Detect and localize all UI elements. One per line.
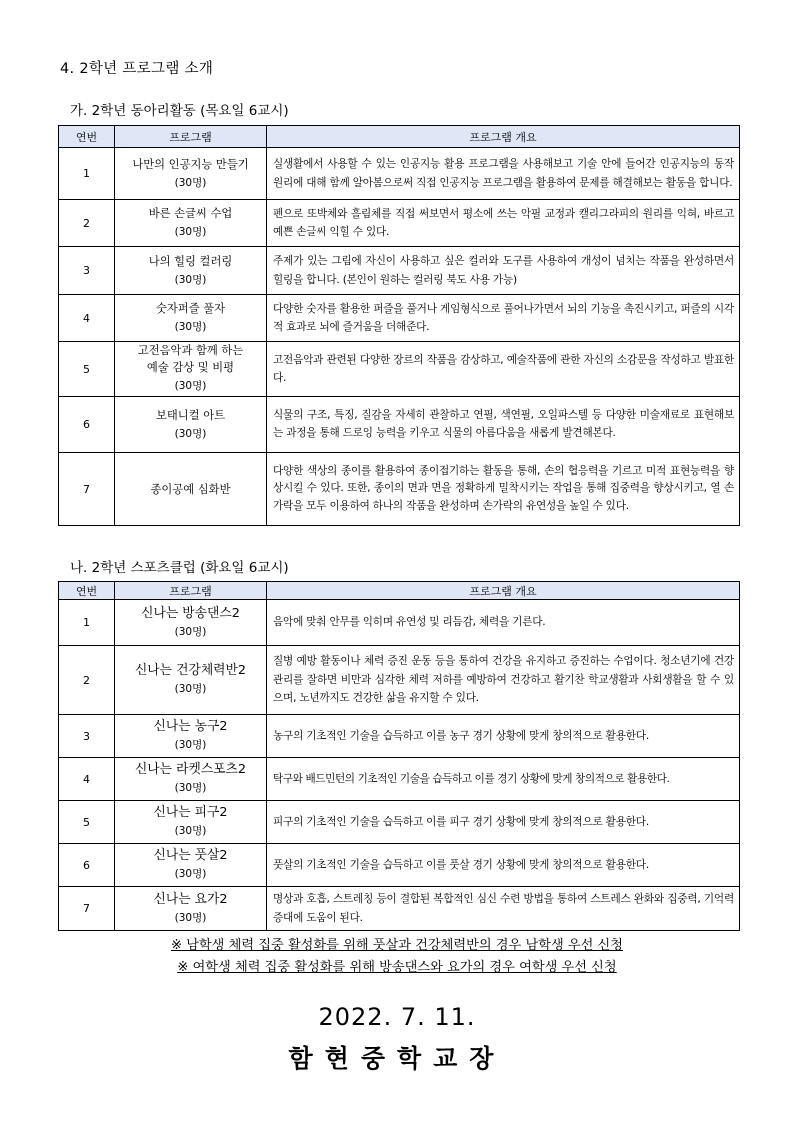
program-capacity: (30명) (174, 380, 207, 392)
program-cell (115, 801, 267, 844)
row-number: 4 (59, 295, 115, 342)
program-capacity: (30명) (174, 825, 207, 837)
program-name: 신나는 요가2 (153, 891, 228, 907)
section-title-clubs: 가. 2학년 동아리활동 (목요일 6교시) (70, 103, 289, 119)
document-date: 2022. 7. 11. (318, 1003, 476, 1031)
table-row (59, 600, 740, 646)
program-name: 신나는 풋살2 (153, 848, 228, 863)
program-name: 숫자퍼즐 풀자 (155, 302, 226, 315)
program-capacity: (30명) (174, 273, 207, 286)
table-row (59, 715, 740, 758)
program-capacity: (30명) (174, 911, 207, 924)
program-name: 바른 손글씨 수업 (148, 207, 233, 220)
clubs-table (58, 125, 740, 526)
row-number: 1 (59, 600, 115, 646)
sports-table (58, 581, 740, 931)
row-number: 5 (59, 342, 115, 397)
program-capacity: (30명) (174, 427, 207, 440)
table-row (59, 295, 740, 342)
program-description: 고전음악과 관련된 다양한 장르의 작품을 감상하고, 예술작품에 관한 자신의 소감문을 작성하고 발표한다. (267, 342, 740, 397)
program-description: 풋살의 기초적인 기술을 습득하고 이를 풋살 경기 상황에 맞게 창의적으로 활용한다. (267, 844, 740, 887)
program-description: 질병 예방 활동이나 체력 증진 운동 등을 통하여 건강을 유지하고 증진하는 수업이다. 청소년기에 건강 관리를 잘하면 비만과 심각한 체력 저하를 예방하여 건강하고 활기찬 학교생활과 사회생활을 할 수 있으며, 노년까지도 건강한 삶을 유지할 수 있다. (267, 646, 740, 715)
note-boys: ※ 남학생 체력 집중 활성화를 위해 풋살과 건강체력반의 경우 남학생 우선 신청 (170, 938, 624, 953)
table-row (59, 646, 740, 715)
program-name: 고전음악과 함께 하는 예술 감상 및 비평 (137, 344, 244, 374)
table-row (59, 397, 740, 453)
column-header-summary: 프로그램 개요 (267, 126, 740, 148)
column-header-program: 프로그램 (115, 582, 267, 600)
program-capacity: (30명) (174, 321, 207, 333)
column-header-no: 연번 (59, 126, 115, 148)
program-cell (115, 600, 267, 646)
row-number: 7 (59, 887, 115, 931)
program-cell (115, 758, 267, 801)
program-capacity: (30명) (174, 739, 207, 751)
program-description: 음악에 맞춰 안무를 익히며 유연성 및 리듬감, 체력을 기른다. (267, 600, 740, 646)
row-number: 7 (59, 453, 115, 526)
program-cell (115, 887, 267, 931)
program-description: 실생활에서 사용할 수 있는 인공지능 활용 프로그램을 사용해보고 기술 안에 들어간 인공지능의 동작 원리에 대해 함께 알아봄으로써 직접 인공지능 프로그램을 활용하여 문제를 해결해보는 활동을 합니다. (267, 148, 740, 200)
row-number: 6 (59, 844, 115, 887)
program-cell (115, 715, 267, 758)
note-girls: ※ 여학생 체력 집중 활성화를 위해 방송댄스와 요가의 경우 여학생 우선 신청 (177, 960, 617, 975)
notes-block (0, 935, 794, 979)
program-cell (115, 148, 267, 200)
program-description: 명상과 호흡, 스트레칭 등이 결합된 복합적인 심신 수련 방법을 통하여 스트레스 완화와 집중력, 기억력 증대에 도움이 된다. (267, 887, 740, 931)
program-capacity: (30명) (174, 683, 207, 695)
program-name: 종이공예 심화반 (150, 482, 231, 496)
program-capacity: (30명) (174, 782, 207, 794)
table-row (59, 342, 740, 397)
section-title-sports: 나. 2학년 스포츠클럽 (화요일 6교시) (70, 560, 289, 576)
program-description: 피구의 기초적인 기술을 습득하고 이를 피구 경기 상황에 맞게 창의적으로 활용한다. (267, 801, 740, 844)
row-number: 3 (59, 247, 115, 295)
table-header-row (59, 582, 740, 600)
program-capacity: (30명) (174, 625, 207, 638)
program-name: 신나는 건강체력반2 (134, 663, 247, 678)
row-number: 5 (59, 801, 115, 844)
row-number: 2 (59, 646, 115, 715)
program-description: 다양한 색상의 종이를 활용하여 종이접기하는 활동을 통해, 손의 협응력을 기르고 미적 표현능력을 향상시킬 수 있다. 또한, 종이의 면과 면을 정확하게 밀착시키는 작업을 통해 집중력을 향상시키고, 열 손가락을 모두 이용하여 하나의 작품을 완성하며 손가락의 유연성을 높일 수 있다. (267, 453, 740, 526)
program-cell (115, 200, 267, 247)
page-heading: 4. 2학년 프로그램 소개 (60, 61, 214, 77)
program-description: 식물의 구조, 특징, 질감을 자세히 관찰하고 연필, 색연필, 오일파스텔 등 다양한 미술재료로 표현해보는 과정을 통해 드로잉 능력을 키우고 식물의 아름다움을 새롭게 발견해본다. (267, 397, 740, 453)
table-row (59, 247, 740, 295)
row-number: 6 (59, 397, 115, 453)
program-description: 다양한 숫자를 활용한 퍼즐을 풀거나 게임형식으로 풀어나가면서 뇌의 기능을 촉진시키고, 퍼즐의 시각적 효과로 뇌에 즐거움을 더해준다. (267, 295, 740, 342)
program-name: 신나는 농구2 (153, 719, 228, 734)
school-principal-signature: 함현중학교장 (288, 1044, 506, 1073)
row-number: 4 (59, 758, 115, 801)
program-name: 나만의 인공지능 만들기 (132, 157, 249, 171)
program-description: 펜으로 또박체와 흘림체를 직접 써보면서 평소에 쓰는 악필 교정과 캘리그라피의 원리를 익혀, 바르고 예쁜 손글씨 익힐 수 있다. (267, 200, 740, 247)
program-cell (115, 453, 267, 526)
program-description: 탁구와 배드민턴의 기초적인 기술을 습득하고 이를 경기 상황에 맞게 창의적으로 활용한다. (267, 758, 740, 801)
table-row (59, 200, 740, 247)
program-description: 주제가 있는 그림에 자신이 사용하고 싶은 컬러와 도구를 사용하여 개성이 넘치는 작품을 완성하면서 힐링을 합니다. (본인이 원하는 컬러링 북도 사용 가능) (267, 247, 740, 295)
table-row (59, 801, 740, 844)
table-row (59, 758, 740, 801)
row-number: 1 (59, 148, 115, 200)
column-header-program: 프로그램 (115, 126, 267, 148)
program-cell (115, 295, 267, 342)
program-name: 보태니컬 아트 (155, 408, 226, 422)
program-name: 나의 힐링 컬러링 (148, 254, 233, 268)
column-header-no: 연번 (59, 582, 115, 600)
table-row (59, 148, 740, 200)
program-name: 신나는 피구2 (153, 805, 228, 820)
row-number: 3 (59, 715, 115, 758)
program-cell (115, 844, 267, 887)
table-row (59, 453, 740, 526)
program-capacity: (30명) (174, 868, 207, 880)
row-number: 2 (59, 200, 115, 247)
program-capacity: (30명) (174, 176, 207, 189)
program-description: 농구의 기초적인 기술을 습득하고 이를 농구 경기 상황에 맞게 창의적으로 활용한다. (267, 715, 740, 758)
column-header-summary: 프로그램 개요 (267, 582, 740, 600)
program-name: 신나는 방송댄스2 (141, 605, 240, 621)
program-capacity: (30명) (174, 226, 207, 238)
program-name: 신나는 라켓스포츠2 (134, 762, 247, 777)
table-row (59, 887, 740, 931)
program-cell (115, 247, 267, 295)
program-cell (115, 646, 267, 715)
program-cell (115, 397, 267, 453)
table-header-row (59, 126, 740, 148)
program-cell (115, 342, 267, 397)
table-row (59, 844, 740, 887)
